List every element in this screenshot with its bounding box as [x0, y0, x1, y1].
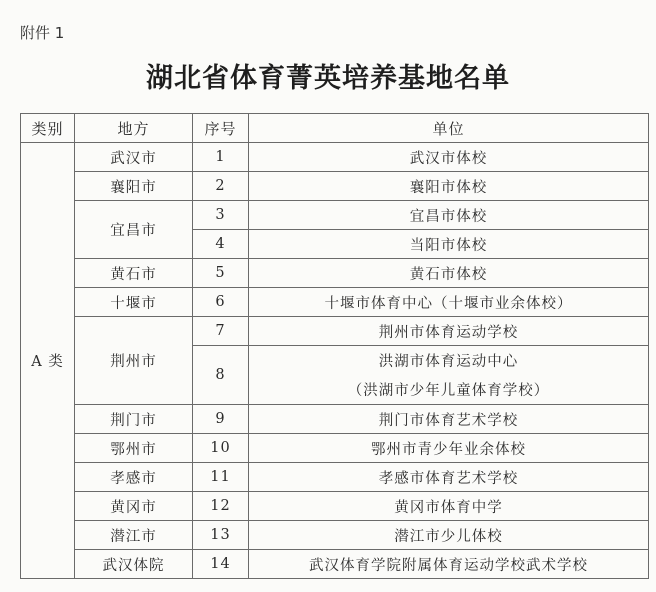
column-header-number: 序号: [193, 114, 249, 143]
unit-cell: 襄阳市体校: [249, 172, 649, 201]
region-cell: 孝感市: [75, 463, 193, 492]
number-cell: 14: [193, 550, 249, 579]
category-cell: A 类: [21, 143, 75, 579]
number-cell: 9: [193, 405, 249, 434]
number-cell: 3: [193, 201, 249, 230]
unit-cell: 黄冈市体育中学: [249, 492, 649, 521]
attachment-label: 附件 1: [20, 24, 65, 42]
region-cell: 黄石市: [75, 259, 193, 288]
table-row: [21, 317, 649, 346]
unit-cell: 武汉体育学院附属体育运动学校武术学校: [249, 550, 649, 579]
base-list-table: [20, 113, 649, 579]
number-cell: 2: [193, 172, 249, 201]
table-row: [21, 143, 649, 172]
unit-cell: 孝感市体育艺术学校: [249, 463, 649, 492]
unit-cell: 武汉市体校: [249, 143, 649, 172]
unit-cell: 潜江市少儿体校: [249, 521, 649, 550]
table-row: [21, 521, 649, 550]
region-cell: 潜江市: [75, 521, 193, 550]
unit-cell: 鄂州市青少年业余体校: [249, 434, 649, 463]
unit-line-1: 洪湖市体育运动中心: [378, 354, 519, 370]
column-header-region: 地方: [75, 114, 193, 143]
region-cell: 黄冈市: [75, 492, 193, 521]
table-row: [21, 550, 649, 579]
region-cell: 荆门市: [75, 405, 193, 434]
unit-cell: 荆门市体育艺术学校: [249, 405, 649, 434]
number-cell: 10: [193, 434, 249, 463]
table-row: [21, 288, 649, 317]
number-cell: 11: [193, 463, 249, 492]
region-cell: 宜昌市: [75, 201, 193, 259]
number-cell: 4: [193, 230, 249, 259]
unit-line-2: （洪湖市少年儿童体育学校）: [347, 383, 550, 399]
table-header-row: [21, 114, 649, 143]
table-row: [21, 172, 649, 201]
unit-cell: [249, 346, 649, 405]
unit-cell: 十堰市体育中心（十堰市业余体校）: [249, 288, 649, 317]
region-cell: 十堰市: [75, 288, 193, 317]
number-cell: 5: [193, 259, 249, 288]
number-cell: 7: [193, 317, 249, 346]
region-cell: 襄阳市: [75, 172, 193, 201]
table-row: [21, 492, 649, 521]
number-cell: 1: [193, 143, 249, 172]
number-cell: 6: [193, 288, 249, 317]
number-cell: 8: [193, 346, 249, 405]
unit-cell: 宜昌市体校: [249, 201, 649, 230]
page-title: 湖北省体育菁英培养基地名单: [146, 63, 510, 94]
region-cell: 鄂州市: [75, 434, 193, 463]
table-row: [21, 463, 649, 492]
column-header-category: 类别: [21, 114, 75, 143]
number-cell: 12: [193, 492, 249, 521]
column-header-unit: 单位: [249, 114, 649, 143]
region-cell: 武汉体院: [75, 550, 193, 579]
region-cell: 荆州市: [75, 317, 193, 405]
table-row: [21, 201, 649, 230]
table-row: [21, 434, 649, 463]
table-row: [21, 259, 649, 288]
unit-cell: 当阳市体校: [249, 230, 649, 259]
region-cell: 武汉市: [75, 143, 193, 172]
unit-cell: 黄石市体校: [249, 259, 649, 288]
table-row: [21, 405, 649, 434]
number-cell: 13: [193, 521, 249, 550]
unit-cell: 荆州市体育运动学校: [249, 317, 649, 346]
